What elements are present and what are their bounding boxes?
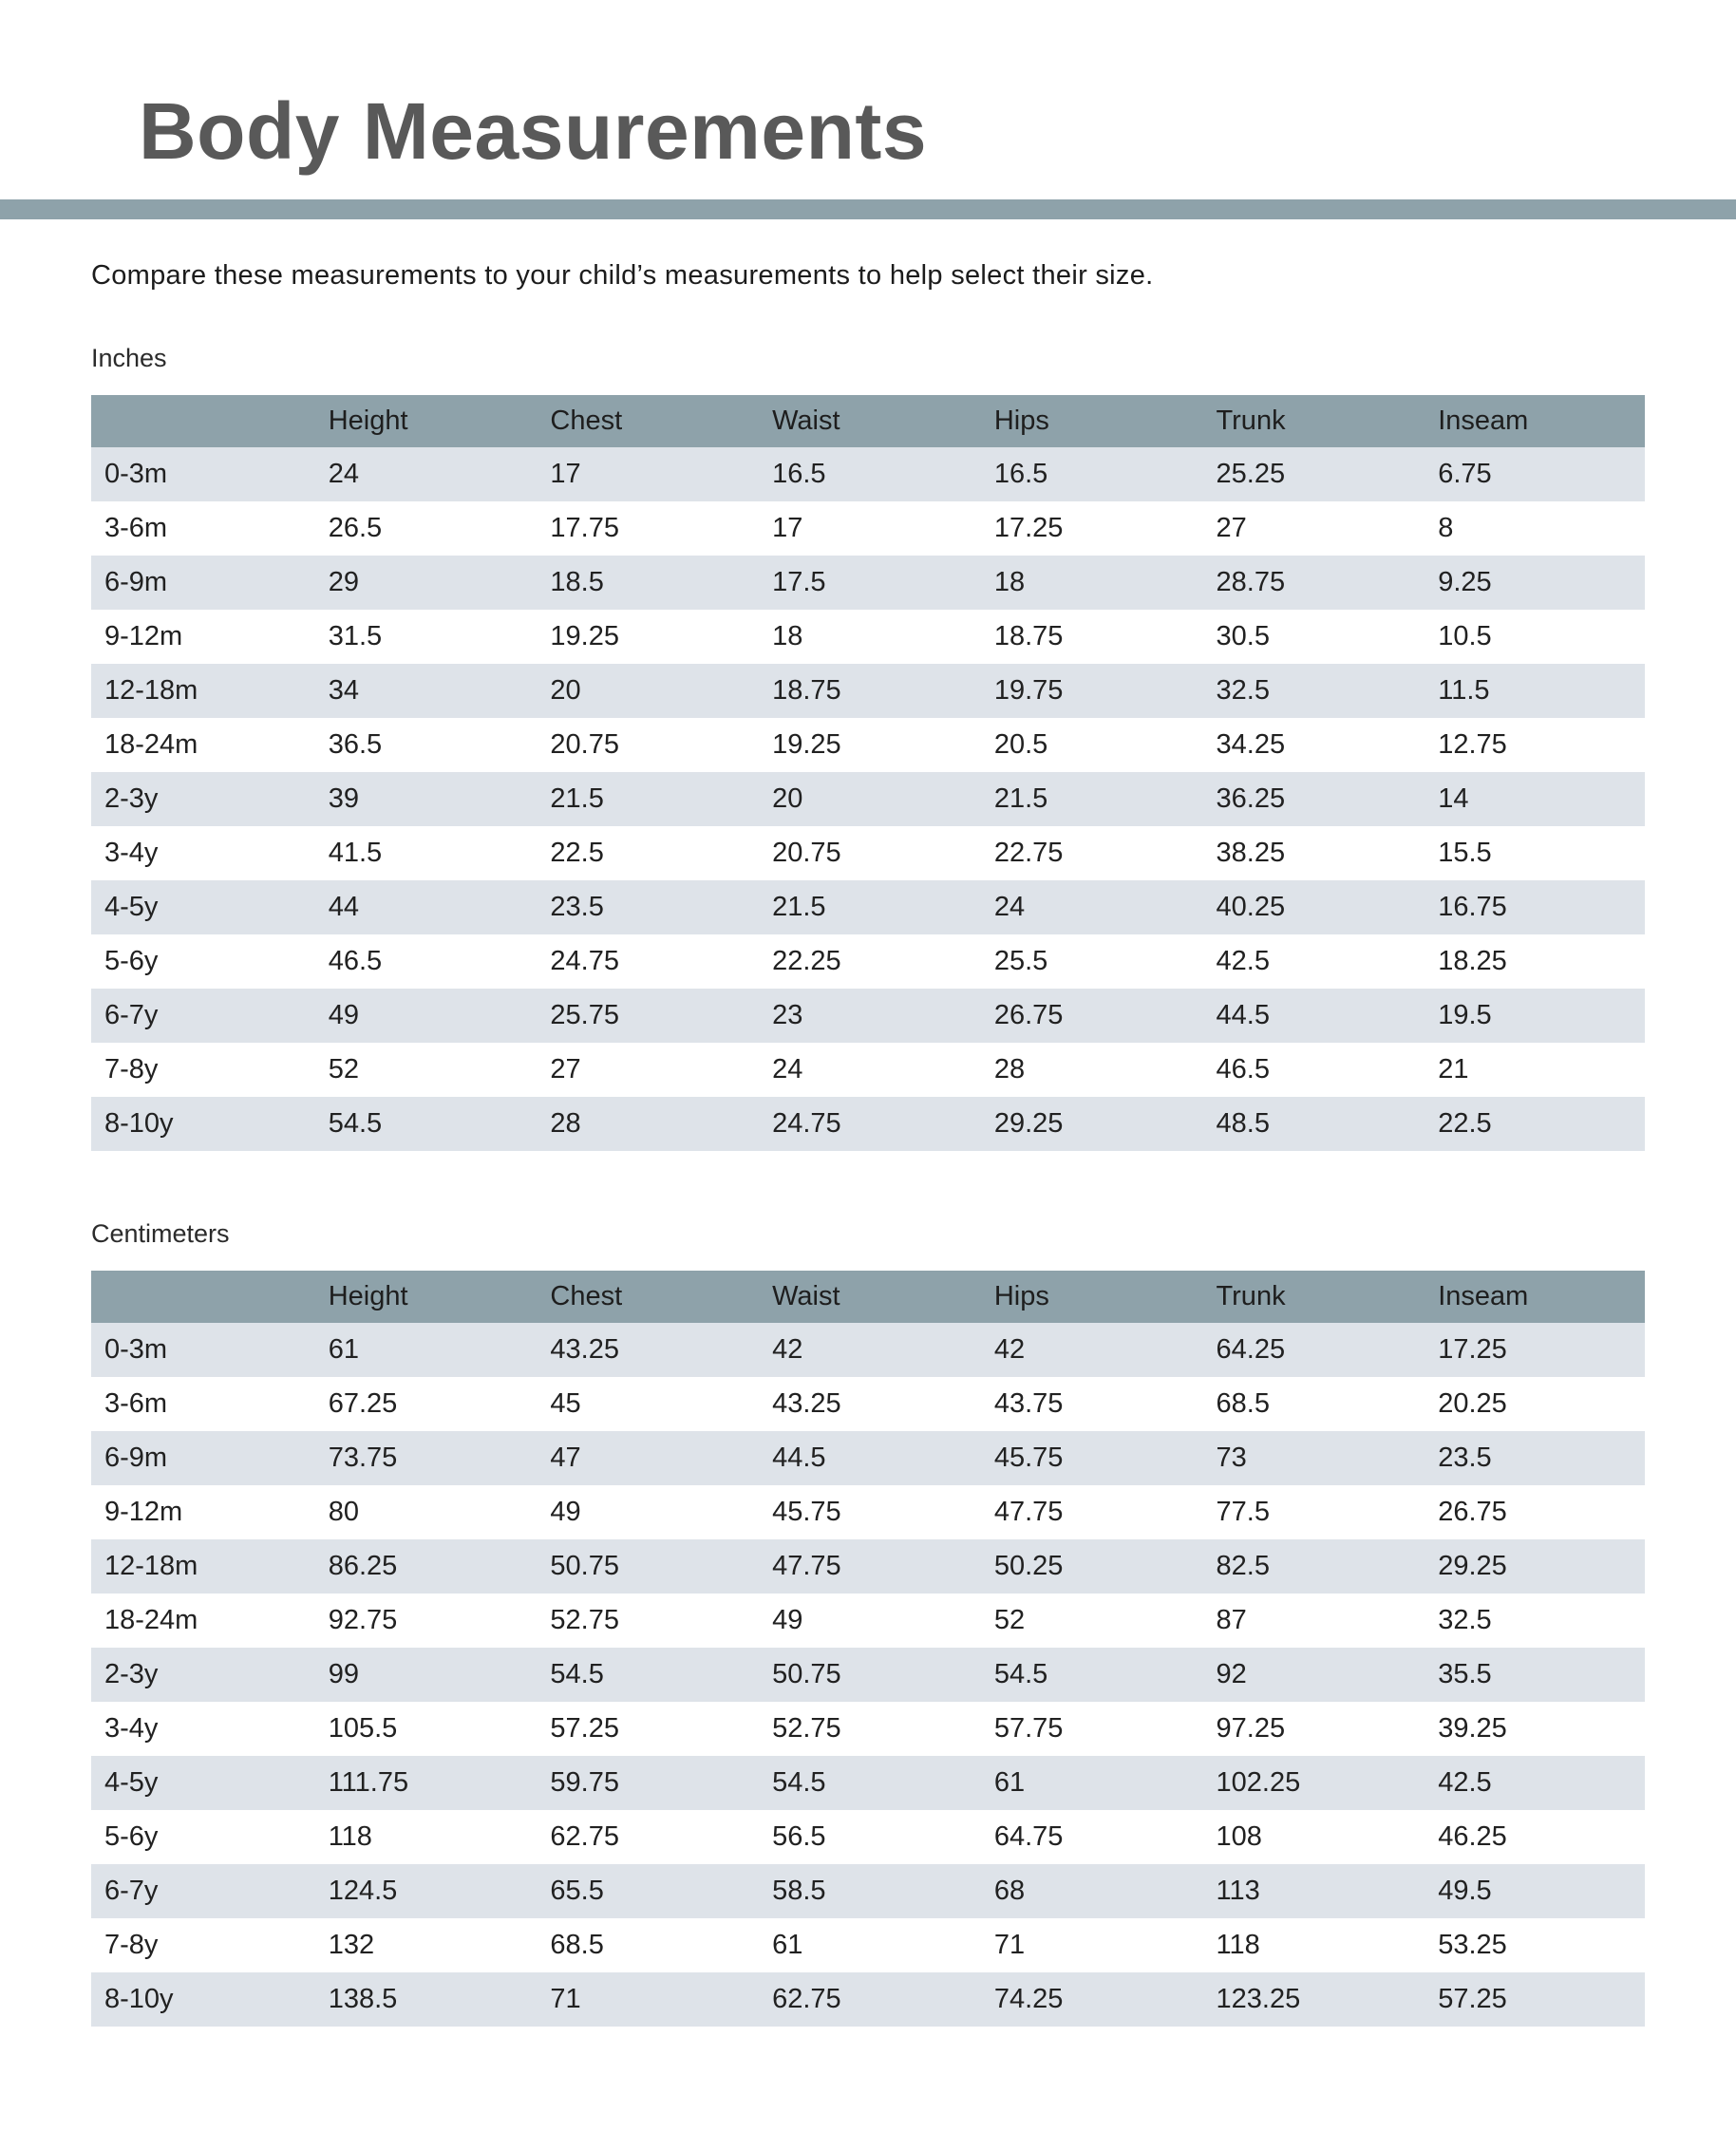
table-row bbox=[91, 556, 1645, 610]
value-cell: 17 bbox=[772, 513, 803, 543]
value-cell: 29.25 bbox=[1438, 1551, 1507, 1581]
size-cell: 6-9m bbox=[104, 567, 168, 597]
value-cell: 23.5 bbox=[550, 892, 604, 922]
value-cell: 11.5 bbox=[1438, 675, 1490, 706]
size-cell: 5-6y bbox=[104, 946, 159, 976]
table-body bbox=[91, 447, 1645, 1151]
value-cell: 28.75 bbox=[1216, 567, 1286, 597]
value-cell: 40.25 bbox=[1216, 892, 1286, 922]
size-cell: 18-24m bbox=[104, 729, 198, 760]
value-cell: 59.75 bbox=[550, 1767, 619, 1798]
value-cell: 45.75 bbox=[772, 1497, 841, 1527]
value-cell: 38.25 bbox=[1216, 838, 1286, 868]
value-cell: 24 bbox=[772, 1054, 803, 1084]
table-row bbox=[91, 1702, 1645, 1756]
value-cell: 19.75 bbox=[993, 675, 1064, 706]
value-cell: 18.75 bbox=[993, 621, 1064, 651]
value-cell: 29 bbox=[328, 567, 359, 597]
value-cell: 47 bbox=[550, 1443, 581, 1473]
value-cell: 24.75 bbox=[772, 1108, 841, 1139]
value-cell: 27 bbox=[1216, 513, 1247, 543]
value-cell: 46.5 bbox=[1216, 1054, 1270, 1084]
table-row bbox=[91, 501, 1645, 556]
value-cell: 52 bbox=[328, 1054, 359, 1084]
value-cell: 71 bbox=[550, 1984, 581, 2014]
table-row bbox=[91, 1323, 1645, 1377]
value-cell: 57.25 bbox=[550, 1713, 619, 1744]
size-cell: 2-3y bbox=[104, 783, 159, 814]
value-cell: 23 bbox=[772, 1000, 803, 1030]
table-header bbox=[91, 1271, 1645, 1323]
table-row bbox=[91, 1539, 1645, 1594]
table-row bbox=[91, 1972, 1645, 2027]
value-cell: 45 bbox=[550, 1388, 581, 1419]
size-cell: 6-9m bbox=[104, 1443, 168, 1473]
value-cell: 64.25 bbox=[1216, 1334, 1286, 1365]
table-row bbox=[91, 989, 1645, 1043]
value-cell: 6.75 bbox=[1438, 459, 1492, 489]
value-cell: 20 bbox=[550, 675, 581, 706]
column-header-height: Height bbox=[313, 395, 536, 447]
value-cell: 46.25 bbox=[1438, 1821, 1507, 1852]
value-cell: 42.5 bbox=[1438, 1767, 1492, 1798]
value-cell: 71 bbox=[993, 1930, 1026, 1960]
value-cell: 17.5 bbox=[772, 567, 826, 597]
value-cell: 22.5 bbox=[550, 838, 604, 868]
accent-divider-bar bbox=[0, 199, 1736, 219]
table-row bbox=[91, 610, 1645, 664]
value-cell: 17.75 bbox=[550, 513, 619, 543]
table-header bbox=[91, 395, 1645, 447]
value-cell: 19.25 bbox=[550, 621, 619, 651]
value-cell: 65.5 bbox=[550, 1876, 604, 1906]
table-row bbox=[91, 1043, 1645, 1097]
table-row bbox=[91, 1377, 1645, 1431]
value-cell: 124.5 bbox=[328, 1876, 398, 1906]
value-cell: 25.75 bbox=[550, 1000, 619, 1030]
size-cell: 7-8y bbox=[104, 1930, 159, 1960]
column-header-chest: Chest bbox=[535, 395, 757, 447]
size-cell: 9-12m bbox=[104, 1497, 183, 1527]
column-header-inseam: Inseam bbox=[1423, 1271, 1645, 1323]
value-cell: 22.75 bbox=[993, 838, 1064, 868]
size-column-header bbox=[91, 1271, 313, 1323]
column-header-height: Height bbox=[313, 1271, 536, 1323]
value-cell: 8 bbox=[1438, 513, 1454, 543]
table-row bbox=[91, 1097, 1645, 1151]
value-cell: 54.5 bbox=[550, 1659, 604, 1689]
table-row bbox=[91, 447, 1645, 501]
value-cell: 49 bbox=[328, 1000, 359, 1030]
value-cell: 22.5 bbox=[1438, 1108, 1492, 1139]
value-cell: 17.25 bbox=[1438, 1334, 1507, 1365]
value-cell: 21.5 bbox=[550, 783, 604, 814]
size-cell: 12-18m bbox=[104, 675, 198, 706]
column-header-inseam: Inseam bbox=[1423, 395, 1645, 447]
value-cell: 68 bbox=[993, 1876, 1026, 1906]
value-cell: 16.5 bbox=[993, 459, 1048, 489]
size-cell: 8-10y bbox=[104, 1984, 174, 2014]
value-cell: 17.25 bbox=[993, 513, 1064, 543]
table-body bbox=[91, 1323, 1645, 2027]
value-cell: 123.25 bbox=[1216, 1984, 1301, 2014]
value-cell: 32.5 bbox=[1216, 675, 1270, 706]
value-cell: 24 bbox=[993, 892, 1026, 922]
size-column-header bbox=[91, 395, 313, 447]
value-cell: 21.5 bbox=[993, 783, 1048, 814]
size-cell: 3-4y bbox=[104, 1713, 159, 1744]
value-cell: 105.5 bbox=[328, 1713, 398, 1744]
value-cell: 53.25 bbox=[1438, 1930, 1507, 1960]
value-cell: 49 bbox=[772, 1605, 803, 1635]
size-cell: 12-18m bbox=[104, 1551, 198, 1581]
value-cell: 26.5 bbox=[328, 513, 383, 543]
size-cell: 3-6m bbox=[104, 513, 168, 543]
value-cell: 20.25 bbox=[1438, 1388, 1507, 1419]
value-cell: 73.75 bbox=[328, 1443, 398, 1473]
value-cell: 74.25 bbox=[993, 1984, 1064, 2014]
value-cell: 50.75 bbox=[772, 1659, 841, 1689]
value-cell: 16.5 bbox=[772, 459, 826, 489]
value-cell: 49.5 bbox=[1438, 1876, 1492, 1906]
value-cell: 23.5 bbox=[1438, 1443, 1492, 1473]
value-cell: 54.5 bbox=[772, 1767, 826, 1798]
table-row bbox=[91, 1594, 1645, 1648]
value-cell: 64.75 bbox=[993, 1821, 1064, 1852]
value-cell: 39 bbox=[328, 783, 359, 814]
size-cell: 3-4y bbox=[104, 838, 159, 868]
value-cell: 68.5 bbox=[1216, 1388, 1270, 1419]
value-cell: 49 bbox=[550, 1497, 581, 1527]
value-cell: 36.5 bbox=[328, 729, 383, 760]
table-row bbox=[91, 826, 1645, 880]
value-cell: 43.25 bbox=[550, 1334, 619, 1365]
value-cell: 21.5 bbox=[772, 892, 826, 922]
value-cell: 50.25 bbox=[993, 1551, 1064, 1581]
centimeters-measurements-table bbox=[91, 1271, 1645, 2027]
size-cell: 7-8y bbox=[104, 1054, 159, 1084]
centimeters-section-label: Centimeters bbox=[91, 1219, 230, 1248]
value-cell: 29.25 bbox=[993, 1108, 1064, 1139]
value-cell: 45.75 bbox=[993, 1443, 1064, 1473]
value-cell: 54.5 bbox=[328, 1108, 383, 1139]
table-row bbox=[91, 880, 1645, 934]
value-cell: 19.25 bbox=[772, 729, 841, 760]
value-cell: 25.25 bbox=[1216, 459, 1286, 489]
value-cell: 34.25 bbox=[1216, 729, 1286, 760]
table-row bbox=[91, 1648, 1645, 1702]
value-cell: 9.25 bbox=[1438, 567, 1492, 597]
intro-text: Compare these measurements to your child’s measurements to help select their size. bbox=[91, 260, 1154, 291]
value-cell: 42 bbox=[772, 1334, 803, 1365]
header-row bbox=[91, 1271, 1645, 1323]
value-cell: 46.5 bbox=[328, 946, 383, 976]
page-content bbox=[0, 260, 1736, 2027]
column-header-chest: Chest bbox=[535, 1271, 757, 1323]
value-cell: 39.25 bbox=[1438, 1713, 1507, 1744]
value-cell: 15.5 bbox=[1438, 838, 1492, 868]
column-header-hips: Hips bbox=[979, 1271, 1201, 1323]
value-cell: 18.25 bbox=[1438, 946, 1507, 976]
value-cell: 118 bbox=[1216, 1930, 1260, 1960]
value-cell: 18 bbox=[772, 621, 803, 651]
value-cell: 28 bbox=[993, 1054, 1026, 1084]
table-row bbox=[91, 1485, 1645, 1539]
value-cell: 41.5 bbox=[328, 838, 383, 868]
value-cell: 24 bbox=[328, 459, 359, 489]
value-cell: 57.75 bbox=[993, 1713, 1064, 1744]
value-cell: 99 bbox=[328, 1659, 359, 1689]
value-cell: 18 bbox=[993, 567, 1026, 597]
value-cell: 18.5 bbox=[550, 567, 604, 597]
size-cell: 18-24m bbox=[104, 1605, 198, 1635]
size-cell: 4-5y bbox=[104, 1767, 159, 1798]
value-cell: 54.5 bbox=[993, 1659, 1048, 1689]
inches-section-label: Inches bbox=[91, 344, 167, 372]
table-row bbox=[91, 1756, 1645, 1810]
value-cell: 31.5 bbox=[328, 621, 383, 651]
value-cell: 97.25 bbox=[1216, 1713, 1286, 1744]
value-cell: 102.25 bbox=[1216, 1767, 1301, 1798]
value-cell: 61 bbox=[772, 1930, 803, 1960]
size-cell: 4-5y bbox=[104, 892, 159, 922]
table-row bbox=[91, 1864, 1645, 1918]
value-cell: 10.5 bbox=[1438, 621, 1492, 651]
value-cell: 42.5 bbox=[1216, 946, 1270, 976]
value-cell: 25.5 bbox=[993, 946, 1048, 976]
value-cell: 44 bbox=[328, 892, 359, 922]
value-cell: 36.25 bbox=[1216, 783, 1286, 814]
header-row bbox=[91, 395, 1645, 447]
size-cell: 6-7y bbox=[104, 1876, 159, 1906]
size-cell: 5-6y bbox=[104, 1821, 159, 1852]
value-cell: 47.75 bbox=[993, 1497, 1064, 1527]
value-cell: 62.75 bbox=[772, 1984, 841, 2014]
value-cell: 42 bbox=[993, 1334, 1026, 1365]
value-cell: 21 bbox=[1438, 1054, 1469, 1084]
value-cell: 50.75 bbox=[550, 1551, 619, 1581]
size-cell: 8-10y bbox=[104, 1108, 174, 1139]
value-cell: 20.75 bbox=[550, 729, 619, 760]
value-cell: 34 bbox=[328, 675, 359, 706]
value-cell: 27 bbox=[550, 1054, 581, 1084]
table-row bbox=[91, 934, 1645, 989]
value-cell: 62.75 bbox=[550, 1821, 619, 1852]
value-cell: 52.75 bbox=[550, 1605, 619, 1635]
value-cell: 132 bbox=[328, 1930, 375, 1960]
value-cell: 108 bbox=[1216, 1821, 1262, 1852]
size-cell: 6-7y bbox=[104, 1000, 159, 1030]
value-cell: 20.5 bbox=[993, 729, 1048, 760]
table-row bbox=[91, 718, 1645, 772]
value-cell: 67.25 bbox=[328, 1388, 398, 1419]
column-header-trunk: Trunk bbox=[1201, 1271, 1424, 1323]
value-cell: 138.5 bbox=[328, 1984, 398, 2014]
value-cell: 16.75 bbox=[1438, 892, 1507, 922]
value-cell: 20 bbox=[772, 783, 803, 814]
value-cell: 32.5 bbox=[1438, 1605, 1492, 1635]
size-cell: 0-3m bbox=[104, 1334, 168, 1365]
value-cell: 35.5 bbox=[1438, 1659, 1492, 1689]
value-cell: 61 bbox=[328, 1334, 359, 1365]
value-cell: 20.75 bbox=[772, 838, 841, 868]
column-header-waist: Waist bbox=[757, 1271, 979, 1323]
value-cell: 56.5 bbox=[772, 1821, 826, 1852]
value-cell: 77.5 bbox=[1216, 1497, 1270, 1527]
column-header-waist: Waist bbox=[757, 395, 979, 447]
size-cell: 0-3m bbox=[104, 459, 168, 489]
value-cell: 22.25 bbox=[772, 946, 841, 976]
value-cell: 92 bbox=[1216, 1659, 1247, 1689]
size-cell: 2-3y bbox=[104, 1659, 159, 1689]
size-cell: 9-12m bbox=[104, 621, 183, 651]
value-cell: 58.5 bbox=[772, 1876, 826, 1906]
value-cell: 92.75 bbox=[328, 1605, 398, 1635]
table-row bbox=[91, 664, 1645, 718]
value-cell: 17 bbox=[550, 459, 581, 489]
value-cell: 43.75 bbox=[993, 1388, 1064, 1419]
value-cell: 19.5 bbox=[1438, 1000, 1492, 1030]
value-cell: 26.75 bbox=[1438, 1497, 1507, 1527]
size-cell: 3-6m bbox=[104, 1388, 168, 1419]
value-cell: 30.5 bbox=[1216, 621, 1270, 651]
value-cell: 86.25 bbox=[328, 1551, 398, 1581]
value-cell: 52 bbox=[993, 1605, 1026, 1635]
value-cell: 48.5 bbox=[1216, 1108, 1270, 1139]
value-cell: 118 bbox=[328, 1821, 372, 1852]
value-cell: 57.25 bbox=[1438, 1984, 1507, 2014]
value-cell: 28 bbox=[550, 1108, 581, 1139]
value-cell: 44.5 bbox=[772, 1443, 826, 1473]
value-cell: 113 bbox=[1216, 1876, 1260, 1906]
value-cell: 24.75 bbox=[550, 946, 619, 976]
value-cell: 73 bbox=[1216, 1443, 1247, 1473]
value-cell: 12.75 bbox=[1438, 729, 1507, 760]
table-row bbox=[91, 1431, 1645, 1485]
value-cell: 61 bbox=[993, 1767, 1026, 1798]
value-cell: 80 bbox=[328, 1497, 359, 1527]
value-cell: 87 bbox=[1216, 1605, 1247, 1635]
column-header-trunk: Trunk bbox=[1201, 395, 1424, 447]
table-row bbox=[91, 1810, 1645, 1864]
value-cell: 26.75 bbox=[993, 1000, 1064, 1030]
inches-measurements-table bbox=[91, 395, 1645, 1151]
column-header-hips: Hips bbox=[979, 395, 1201, 447]
value-cell: 47.75 bbox=[772, 1551, 841, 1581]
value-cell: 68.5 bbox=[550, 1930, 604, 1960]
value-cell: 82.5 bbox=[1216, 1551, 1270, 1581]
value-cell: 43.25 bbox=[772, 1388, 841, 1419]
table-row bbox=[91, 1918, 1645, 1972]
table-row bbox=[91, 772, 1645, 826]
value-cell: 18.75 bbox=[772, 675, 841, 706]
value-cell: 14 bbox=[1438, 783, 1469, 814]
page-title: Body Measurements bbox=[139, 86, 928, 176]
value-cell: 44.5 bbox=[1216, 1000, 1270, 1030]
value-cell: 52.75 bbox=[772, 1713, 841, 1744]
value-cell: 111.75 bbox=[328, 1767, 409, 1798]
